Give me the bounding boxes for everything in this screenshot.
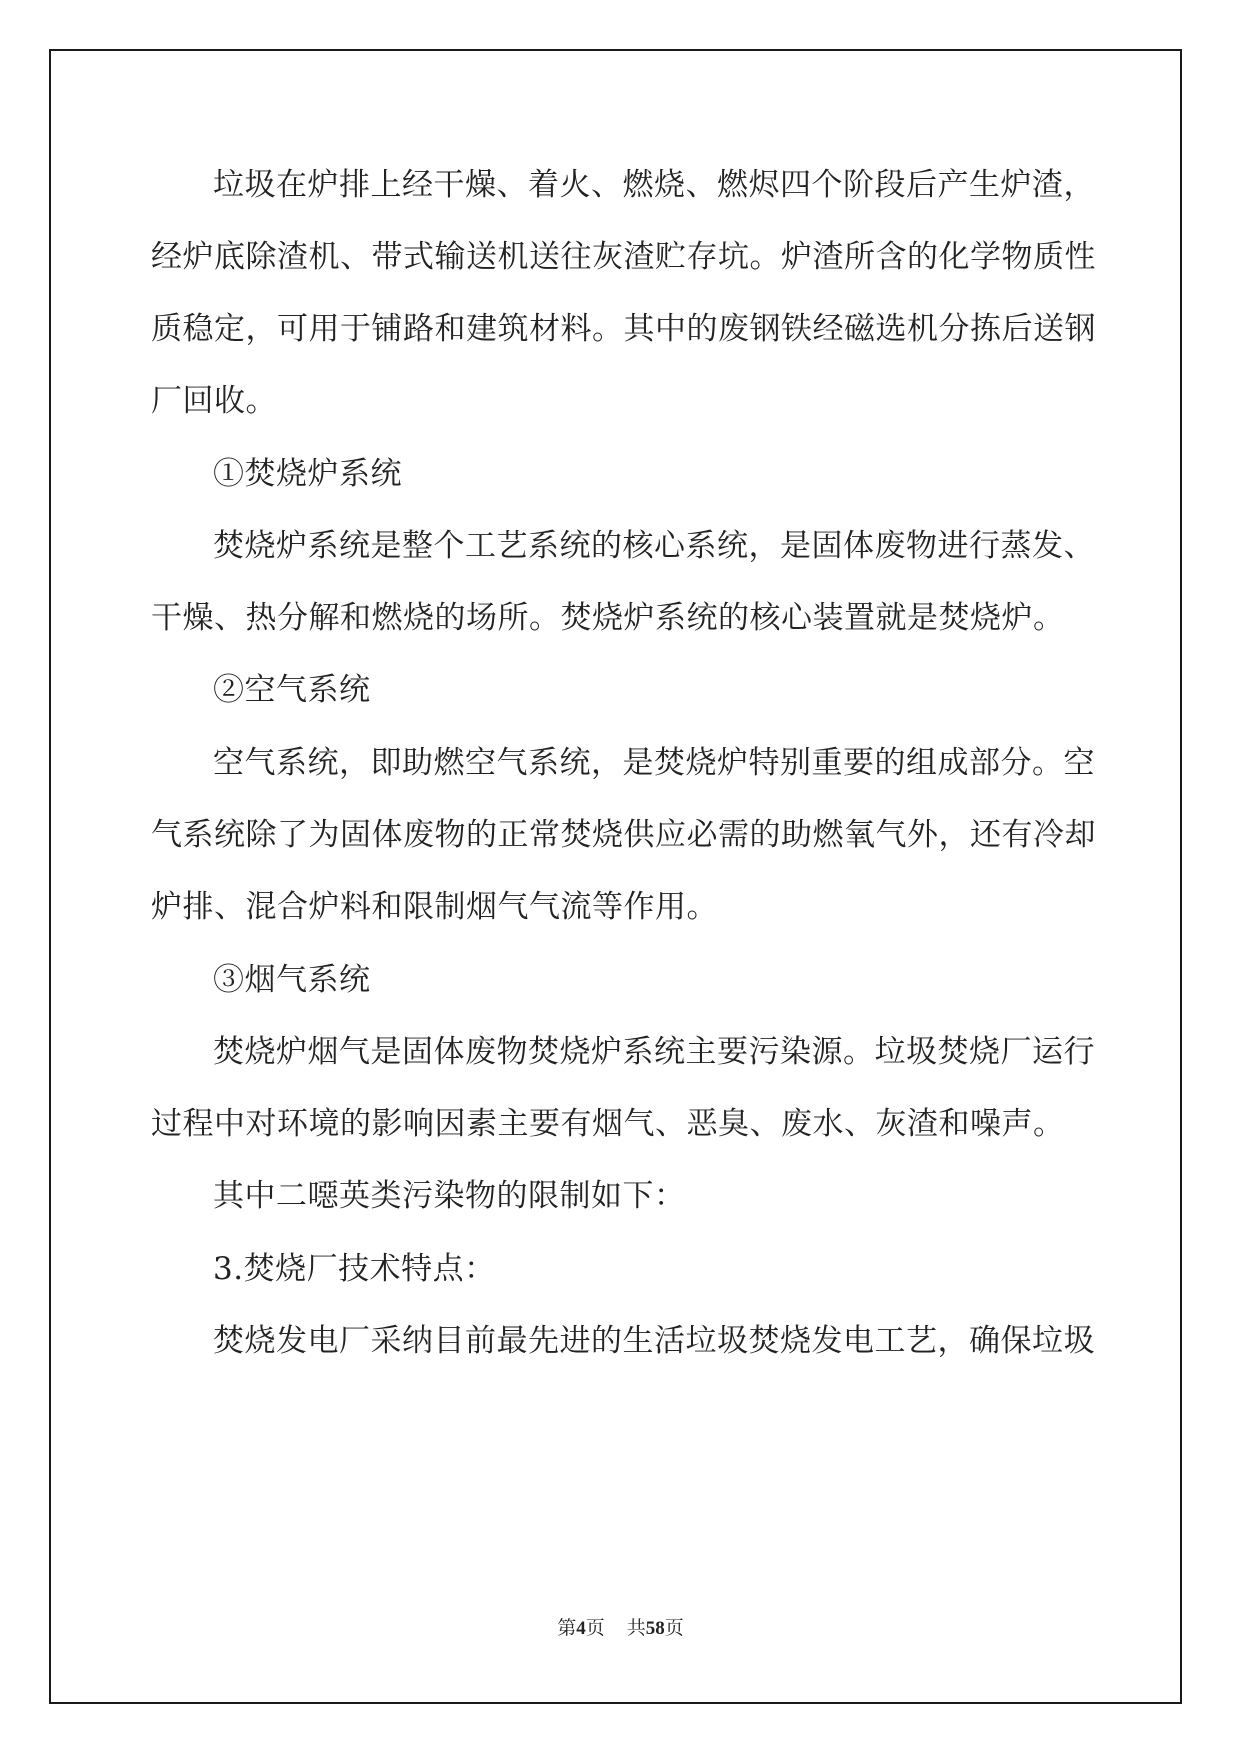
- footer-total-pages: 58: [645, 1618, 665, 1639]
- paragraph-line: 焚烧发电厂采纳目前最先进的生活垃圾焚烧发电工艺，确保垃圾: [213, 1323, 1095, 1359]
- section-heading: ③烟气系统: [213, 962, 371, 998]
- section-heading: ①焚烧炉系统: [213, 456, 402, 492]
- footer-total-suffix: 页: [664, 1617, 684, 1639]
- paragraph-line: 经炉底除渣机、带式输送机送往灰渣贮存坑。炉渣所含的化学物质性: [151, 239, 1096, 275]
- paragraph-line: 焚烧炉系统是整个工艺系统的核心系统，是固体废物进行蒸发、: [213, 528, 1095, 564]
- paragraph-line: 过程中对环境的影响因素主要有烟气、恶臭、废水、灰渣和噪声。: [151, 1106, 1065, 1142]
- paragraph-line: 空气系统，即助燃空气系统，是焚烧炉特别重要的组成部分。空: [213, 745, 1095, 781]
- paragraph-line: 炉排、混合炉料和限制烟气气流等作用。: [151, 889, 718, 925]
- paragraph-line: 焚烧炉烟气是固体废物焚烧炉系统主要污染源。垃圾焚烧厂运行: [213, 1034, 1095, 1070]
- paragraph-line: 气系统除了为固体废物的正常焚烧供应必需的助燃氧气外，还有冷却: [151, 817, 1096, 853]
- footer-page-suffix: 页: [585, 1617, 605, 1639]
- paragraph-line: 干燥、热分解和燃烧的场所。焚烧炉系统的核心装置就是焚烧炉。: [151, 600, 1065, 636]
- paragraph-line: 其中二噁英类污染物的限制如下：: [213, 1178, 686, 1214]
- paragraph-line: 质稳定，可用于铺路和建筑材料。其中的废钢铁经磁选机分拣后送钢: [151, 311, 1096, 347]
- section-heading: ②空气系统: [213, 672, 371, 708]
- footer-total-prefix: 共: [626, 1617, 646, 1639]
- paragraph-line: 厂回收。: [151, 383, 277, 419]
- section-heading: 3.焚烧厂技术特点：: [213, 1251, 496, 1287]
- paragraph-line: 垃圾在炉排上经干燥、着火、燃烧、燃烬四个阶段后产生炉渣，: [213, 167, 1095, 203]
- footer-page-prefix: 第: [557, 1617, 577, 1639]
- footer-page-number: 4: [576, 1618, 586, 1639]
- page-footer: [0, 1616, 1241, 1641]
- page-border: [49, 49, 1182, 1704]
